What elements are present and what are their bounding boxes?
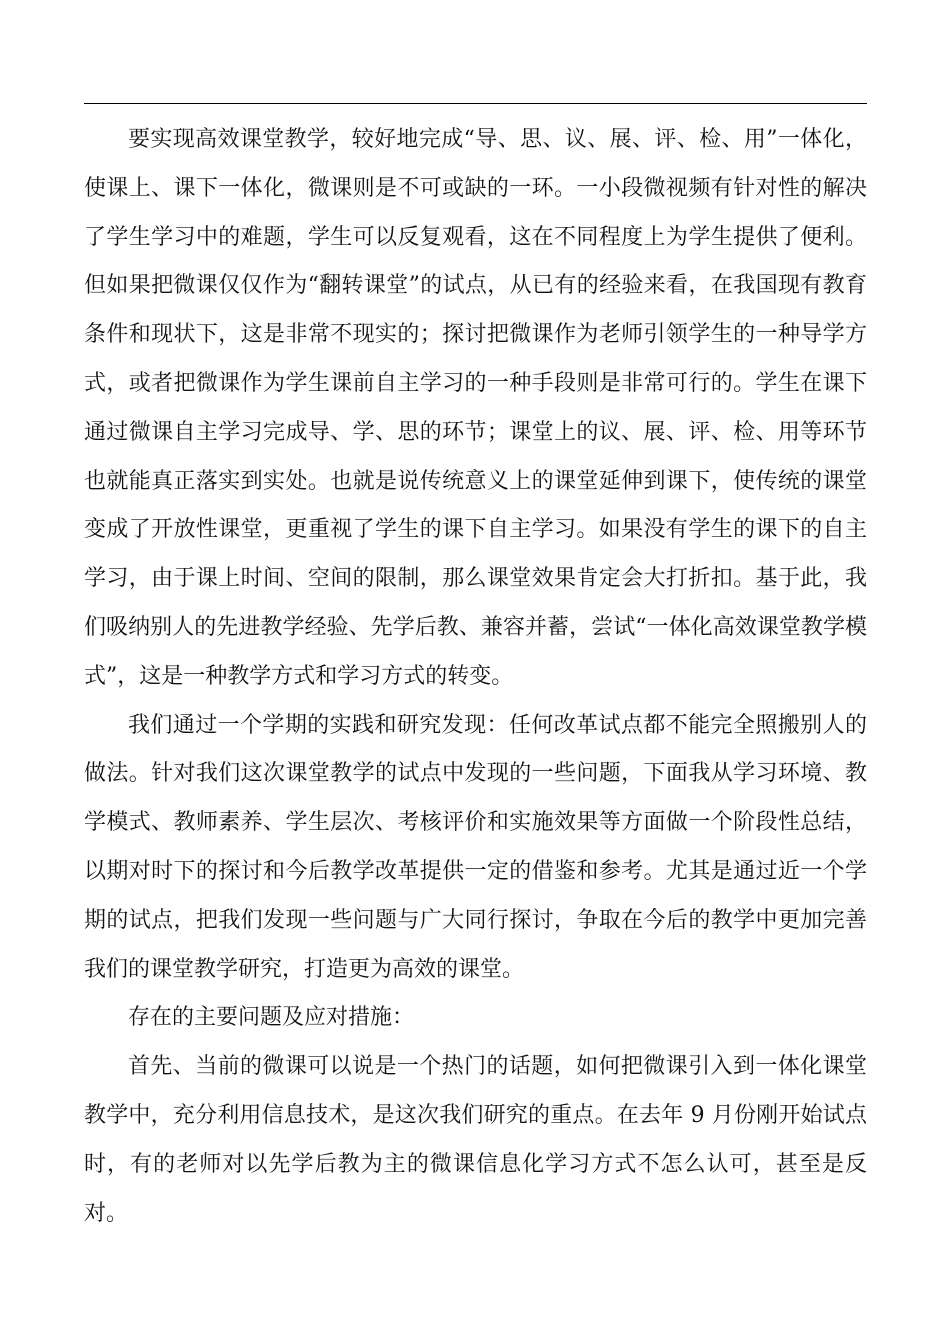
- paragraph-4: 首先、当前的微课可以说是一个热门的话题，如何把微课引入到一体化课堂教学中，充分利用信息技术，是这次我们研究的重点。在去年 9 月份刚开始试点时，有的老师对以先学后教为主的微课信息化学习方式不怎么认可，甚至是反对。: [84, 1054, 867, 1226]
- paragraph-2: 我们通过一个学期的实践和研究发现：任何改革试点都不能完全照搬别人的做法。针对我们这次课堂教学的试点中发现的一些问题，下面我从学习环境、教学模式、教师素养、学生层次、考核评价和实施效果等方面做一个阶段性总结，以期对时下的探讨和今后教学改革提供一定的借鉴和参考。尤其是通过近一个学期的试点，把我们发现一些问题与广大同行探讨，争取在今后的教学中更加完善我们的课堂教学研究，打造更为高效的课堂。: [84, 712, 867, 982]
- header-rule: [84, 103, 867, 104]
- document-body: [84, 116, 867, 1238]
- paragraph-1: 要实现高效课堂教学，较好地完成“导、思、议、展、评、检、用”一体化，使课上、课下一体化，微课则是不可或缺的一环。一小段微视频有针对性的解决了学生学习中的难题，学生可以反复观看，这在不同程度上为学生提供了便利。但如果把微课仅仅作为“翻转课堂”的试点，从已有的经验来看，在我国现有教育条件和现状下，这是非常不现实的；探讨把微课作为老师引领学生的一种导学方式，或者把微课作为学生课前自主学习的一种手段则是非常可行的。学生在课下通过微课自主学习完成导、学、思的环节；课堂上的议、展、评、检、用等环节也就能真正落实到实处。也就是说传统意义上的课堂延伸到课下，使传统的课堂变成了开放性课堂，更重视了学生的课下自主学习。如果没有学生的课下的自主学习，由于课上时间、空间的限制，那么课堂效果肯定会大打折扣。基于此，我们吸纳别人的先进教学经验、先学后教、兼容并蓄，尝试“一体化高效课堂教学模式”，这是一种教学方式和学习方式的转变。: [84, 127, 867, 689]
- paragraph-3: 存在的主要问题及应对措施：: [128, 1005, 415, 1031]
